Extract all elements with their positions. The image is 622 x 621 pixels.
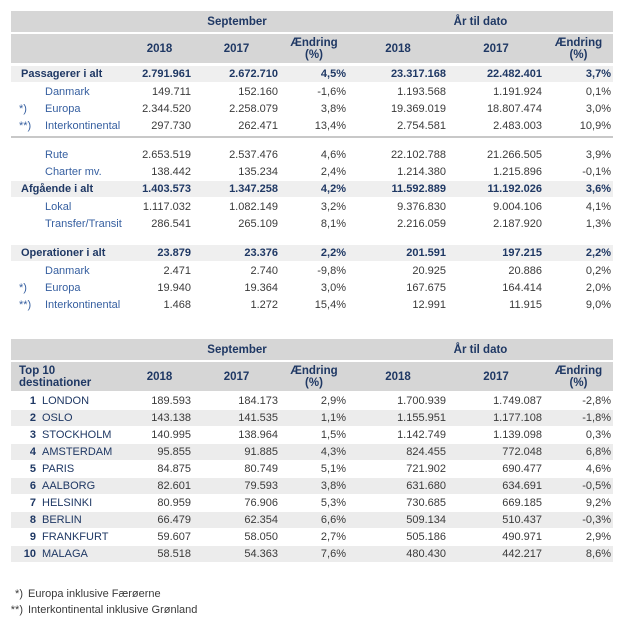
cell-ytd-change: 2,2% xyxy=(544,244,613,262)
traffic-summary-body xyxy=(11,65,613,313)
cell-sep-2017 xyxy=(193,232,280,244)
cell-sep-2017: 54.363 xyxy=(193,546,280,563)
cell-sep-change: 4,6% xyxy=(320,148,346,161)
table-row xyxy=(11,244,613,262)
destination-row xyxy=(11,529,613,546)
destination-rank: 8 xyxy=(29,514,36,526)
cell-sep-change: -1,6% xyxy=(317,85,346,98)
cell-ytd-change: 4,6% xyxy=(544,461,613,478)
cell-sep-2017: 91.885 xyxy=(193,444,280,461)
cell-ytd-change: -1,8% xyxy=(544,410,613,427)
destination-name: MALAGA xyxy=(42,548,88,560)
row-label-cell xyxy=(11,134,126,146)
row-label: Charter mv. xyxy=(45,165,102,178)
cell-ytd-2018: 2.216.059 xyxy=(397,217,446,230)
footnote-text: Interkontinental inklusive Grønland xyxy=(28,604,198,616)
cell-sep-change: 1,5% xyxy=(280,427,348,444)
cell-ytd-2017: 197.215 xyxy=(448,244,544,262)
row-label-cell xyxy=(11,100,126,117)
cell-sep-2017: 135.234 xyxy=(238,165,278,178)
destination-row xyxy=(11,393,613,410)
cell-sep-2017: 23.376 xyxy=(193,244,280,262)
row-label-cell xyxy=(11,180,126,198)
cell-ytd-2017 xyxy=(448,232,544,244)
row-label-cell xyxy=(11,232,126,244)
destination-rank: 10 xyxy=(23,548,36,560)
destination-name: OSLO xyxy=(42,412,73,424)
cell-sep-2018: 140.995 xyxy=(126,427,193,444)
table-row xyxy=(11,117,613,134)
destination-cell xyxy=(11,427,126,444)
cell-ytd-change: 6,8% xyxy=(544,444,613,461)
destination-cell xyxy=(11,512,126,529)
cell-sep-change: 5,1% xyxy=(280,461,348,478)
destination-row xyxy=(11,461,613,478)
cell-sep-2018: 2.791.961 xyxy=(126,65,193,83)
cell-sep-change: 13,4% xyxy=(314,119,346,132)
row-label-cell xyxy=(11,198,126,215)
cell-ytd-2018: 19.369.019 xyxy=(390,102,446,115)
cell-sep-2018 xyxy=(126,134,193,146)
cell-sep-change: 2,9% xyxy=(280,393,348,410)
cell-ytd-2018: 480.430 xyxy=(348,546,448,563)
row-label: Interkontinental xyxy=(45,119,121,132)
footnote-marker: **) xyxy=(19,298,32,311)
destination-rank: 1 xyxy=(29,395,36,407)
row-label-cell xyxy=(11,215,126,232)
row-label: Operationer i alt xyxy=(21,247,106,259)
group-header-ytd: År til dato xyxy=(348,339,613,362)
cell-sep-2018: 1.117.032 xyxy=(142,200,191,213)
cell-sep-2018: 58.518 xyxy=(126,546,193,563)
cell-ytd-change: 1,3% xyxy=(585,217,611,230)
cell-sep-change xyxy=(280,232,348,244)
empty-header-cell xyxy=(11,11,126,34)
destination-name: PARIS xyxy=(42,463,75,475)
destination-rank: 7 xyxy=(29,497,36,509)
col-header-ytd-2017: 2017 xyxy=(448,362,544,393)
empty-header-cell xyxy=(11,34,126,65)
cell-ytd-change: 2,0% xyxy=(585,281,611,294)
destination-rank: 6 xyxy=(29,480,36,492)
cell-sep-2018: 138.442 xyxy=(151,165,191,178)
cell-sep-change xyxy=(280,134,348,146)
destination-name: STOCKHOLM xyxy=(42,429,112,441)
cell-ytd-change: 3,9% xyxy=(585,148,611,161)
cell-sep-2018: 84.875 xyxy=(126,461,193,478)
footnote xyxy=(5,586,622,602)
cell-ytd-2018: 9.376.830 xyxy=(397,200,446,213)
cell-ytd-2018: 1.193.568 xyxy=(397,85,446,98)
cell-ytd-2018: 1.155.951 xyxy=(348,410,448,427)
group-header-september: September xyxy=(126,11,348,34)
destination-rank: 3 xyxy=(29,429,36,441)
cell-ytd-2018: 1.142.749 xyxy=(348,427,448,444)
cell-ytd-2017: 690.477 xyxy=(448,461,544,478)
cell-ytd-2017: 2.187.920 xyxy=(493,217,542,230)
row-label-cell xyxy=(11,65,126,83)
cell-ytd-change: 8,6% xyxy=(544,546,613,563)
table-row xyxy=(11,232,613,244)
cell-ytd-2018: 505.186 xyxy=(348,529,448,546)
col-header-sep-2018: 2018 xyxy=(126,34,193,65)
cell-ytd-2017: 22.482.401 xyxy=(448,65,544,83)
destination-row xyxy=(11,546,613,563)
cell-ytd-2017: 1.139.098 xyxy=(448,427,544,444)
cell-ytd-2017: 11.192.026 xyxy=(448,180,544,198)
row-label-cell xyxy=(11,296,126,313)
cell-sep-2018 xyxy=(126,232,193,244)
row-label: Europa xyxy=(45,102,81,115)
destination-cell xyxy=(11,461,126,478)
row-label: Interkontinental xyxy=(45,298,121,311)
cell-sep-2018: 66.479 xyxy=(126,512,193,529)
cell-ytd-2018: 2.754.581 xyxy=(397,119,446,132)
row-label: Rute xyxy=(45,148,69,161)
cell-sep-2017: 2.258.079 xyxy=(229,102,278,115)
destination-row xyxy=(11,444,613,461)
cell-ytd-2017: 18.807.474 xyxy=(486,102,542,115)
destination-name: AMSTERDAM xyxy=(42,446,113,458)
cell-sep-2018: 23.879 xyxy=(126,244,193,262)
destination-name: AALBORG xyxy=(42,480,96,492)
cell-ytd-2018: 23.317.168 xyxy=(348,65,448,83)
destination-cell xyxy=(11,444,126,461)
table-row xyxy=(11,180,613,198)
cell-sep-2017: 2.740 xyxy=(250,264,278,277)
cell-ytd-2018: 730.685 xyxy=(348,495,448,512)
destination-rank: 4 xyxy=(29,446,36,458)
cell-sep-2018: 1.403.573 xyxy=(126,180,193,198)
cell-sep-2017: 1.347.258 xyxy=(193,180,280,198)
cell-ytd-change: 3,6% xyxy=(544,180,613,198)
col-header-ytd-change: Ændring (%) xyxy=(544,362,613,393)
footnote-marker: **) xyxy=(10,604,23,616)
cell-sep-change: 15,4% xyxy=(314,298,346,311)
cell-sep-2017: 1.272 xyxy=(250,298,278,311)
col-header-sep-2017: 2017 xyxy=(193,34,280,65)
destination-name: BERLIN xyxy=(42,514,82,526)
cell-ytd-change: -0,3% xyxy=(544,512,613,529)
group-header-september: September xyxy=(126,339,348,362)
cell-ytd-change: 9,2% xyxy=(544,495,613,512)
cell-ytd-2017: 21.266.505 xyxy=(486,148,542,161)
cell-sep-change: 1,1% xyxy=(280,410,348,427)
cell-ytd-2017: 2.483.003 xyxy=(493,119,542,132)
top10-body xyxy=(11,393,613,563)
col-header-ytd-2017: 2017 xyxy=(448,34,544,65)
cell-sep-change: 4,5% xyxy=(280,65,348,83)
row-label-cell xyxy=(11,279,126,296)
table-row xyxy=(11,163,613,180)
cell-sep-change: 3,0% xyxy=(320,281,346,294)
table-row xyxy=(11,262,613,279)
footnote-marker: **) xyxy=(19,119,32,132)
cell-ytd-2018: 201.591 xyxy=(348,244,448,262)
cell-ytd-change: 9,0% xyxy=(585,298,611,311)
cell-sep-2018: 149.711 xyxy=(152,85,191,98)
cell-ytd-2018: 1.214.380 xyxy=(397,165,446,178)
cell-ytd-2017: 634.691 xyxy=(448,478,544,495)
cell-ytd-change: 0,2% xyxy=(585,264,611,277)
top10-destinations-table xyxy=(11,339,613,563)
destination-name: HELSINKI xyxy=(42,497,93,509)
col-header-ytd-2018: 2018 xyxy=(348,362,448,393)
table-row xyxy=(11,83,613,100)
cell-sep-2018: 189.593 xyxy=(126,393,193,410)
top10-title-cell: Top 10 destinationer xyxy=(11,362,126,393)
cell-ytd-2018: 22.102.788 xyxy=(390,148,446,161)
cell-sep-2017: 141.535 xyxy=(193,410,280,427)
cell-sep-2017 xyxy=(193,134,280,146)
cell-ytd-2017: 1.191.924 xyxy=(493,85,542,98)
cell-sep-2017: 2.537.476 xyxy=(229,148,278,161)
traffic-summary-table xyxy=(11,11,613,313)
top10-header xyxy=(11,339,613,393)
row-label-cell xyxy=(11,163,126,180)
destination-cell xyxy=(11,495,126,512)
cell-ytd-2018 xyxy=(348,134,448,146)
cell-ytd-2017: 164.414 xyxy=(502,281,542,294)
row-label: Europa xyxy=(45,281,81,294)
cell-sep-change: 2,7% xyxy=(280,529,348,546)
cell-ytd-2018: 12.991 xyxy=(412,298,446,311)
group-header-ytd: År til dato xyxy=(348,11,613,34)
destination-row xyxy=(11,495,613,512)
cell-ytd-2017: 9.004.106 xyxy=(493,200,542,213)
cell-ytd-2018: 721.902 xyxy=(348,461,448,478)
cell-ytd-change xyxy=(544,232,613,244)
row-label: Danmark xyxy=(45,85,90,98)
cell-ytd-2017: 11.915 xyxy=(509,298,542,311)
cell-ytd-2018: 167.675 xyxy=(406,281,446,294)
destination-cell xyxy=(11,478,126,495)
destination-name: LONDON xyxy=(42,395,90,407)
cell-ytd-change: 10,9% xyxy=(579,119,611,132)
destination-row xyxy=(11,427,613,444)
footnote xyxy=(5,602,622,618)
table-row xyxy=(11,198,613,215)
col-header-sep-change: Ændring (%) xyxy=(280,34,348,65)
cell-sep-2018: 95.855 xyxy=(126,444,193,461)
cell-ytd-2018: 824.455 xyxy=(348,444,448,461)
cell-sep-2017: 152.160 xyxy=(238,85,278,98)
cell-sep-2018: 80.959 xyxy=(126,495,193,512)
cell-ytd-2018: 11.592.889 xyxy=(348,180,448,198)
cell-ytd-2018: 631.680 xyxy=(348,478,448,495)
footnote-marker: *) xyxy=(15,588,23,600)
cell-sep-2017: 80.749 xyxy=(193,461,280,478)
cell-sep-2018: 297.730 xyxy=(151,119,191,132)
col-header-ytd-2018: 2018 xyxy=(348,34,448,65)
cell-sep-2017: 76.906 xyxy=(193,495,280,512)
cell-ytd-2017: 1.177.108 xyxy=(448,410,544,427)
footnote-marker: *) xyxy=(19,281,27,294)
cell-ytd-2017: 1.749.087 xyxy=(448,393,544,410)
destination-rank: 9 xyxy=(29,531,36,543)
cell-ytd-change: 2,9% xyxy=(544,529,613,546)
row-label: Danmark xyxy=(45,264,90,277)
cell-ytd-change: -0,5% xyxy=(544,478,613,495)
row-label: Transfer/Transit xyxy=(45,217,122,230)
cell-sep-change: 4,3% xyxy=(280,444,348,461)
table-row xyxy=(11,215,613,232)
cell-sep-2017: 2.672.710 xyxy=(193,65,280,83)
cell-sep-2017: 19.364 xyxy=(244,281,278,294)
cell-ytd-change: 0,3% xyxy=(544,427,613,444)
cell-ytd-change: -0,1% xyxy=(582,165,611,178)
table-row xyxy=(11,65,613,83)
col-header-ytd-change: Ændring (%) xyxy=(544,34,613,65)
cell-sep-change: 6,6% xyxy=(280,512,348,529)
cell-ytd-2017: 442.217 xyxy=(448,546,544,563)
cell-sep-2017: 58.050 xyxy=(193,529,280,546)
cell-ytd-2017: 20.886 xyxy=(508,264,542,277)
table-row xyxy=(11,296,613,313)
cell-ytd-2017: 1.215.896 xyxy=(493,165,542,178)
table-gap xyxy=(0,313,622,339)
cell-ytd-2018: 20.925 xyxy=(412,264,446,277)
cell-sep-change: 3,8% xyxy=(320,102,346,115)
table-row xyxy=(11,146,613,163)
row-label-cell xyxy=(11,146,126,163)
col-header-sep-change: Ændring (%) xyxy=(280,362,348,393)
cell-sep-2018: 143.138 xyxy=(126,410,193,427)
destination-rank: 2 xyxy=(29,412,36,424)
destination-cell xyxy=(11,393,126,410)
cell-sep-change: 2,2% xyxy=(280,244,348,262)
cell-sep-2018: 19.940 xyxy=(157,281,191,294)
col-header-sep-2017: 2017 xyxy=(193,362,280,393)
destination-name: FRANKFURT xyxy=(42,531,109,543)
cell-sep-change: 3,2% xyxy=(320,200,346,213)
cell-sep-2018: 1.468 xyxy=(163,298,191,311)
cell-ytd-change: 4,1% xyxy=(585,200,611,213)
cell-sep-2018: 82.601 xyxy=(126,478,193,495)
cell-ytd-2018 xyxy=(348,232,448,244)
destination-row xyxy=(11,512,613,529)
cell-sep-2018: 2.471 xyxy=(163,264,191,277)
destination-row xyxy=(11,410,613,427)
cell-sep-change: -9,8% xyxy=(317,264,346,277)
col-header-sep-2018: 2018 xyxy=(126,362,193,393)
destination-rank: 5 xyxy=(29,463,36,475)
footnote-marker: *) xyxy=(19,102,27,115)
cell-ytd-change: -2,8% xyxy=(544,393,613,410)
row-label: Passagerer i alt xyxy=(21,68,103,80)
footnote-text: Europa inklusive Færøerne xyxy=(28,588,161,600)
cell-sep-2018: 59.607 xyxy=(126,529,193,546)
cell-ytd-change: 3,7% xyxy=(544,65,613,83)
cell-ytd-change: 3,0% xyxy=(585,102,611,115)
cell-ytd-2017 xyxy=(448,134,544,146)
cell-sep-2017: 184.173 xyxy=(193,393,280,410)
cell-ytd-2018: 509.134 xyxy=(348,512,448,529)
row-label: Afgående i alt xyxy=(21,183,94,195)
cell-sep-2017: 62.354 xyxy=(193,512,280,529)
cell-sep-change: 4,2% xyxy=(280,180,348,198)
table-row xyxy=(11,134,613,146)
row-label-cell xyxy=(11,262,126,279)
row-label-cell xyxy=(11,244,126,262)
cell-sep-2017: 79.593 xyxy=(193,478,280,495)
cell-ytd-2017: 510.437 xyxy=(448,512,544,529)
cell-sep-2018: 2.344.520 xyxy=(142,102,191,115)
footnotes xyxy=(5,586,622,618)
row-label-cell xyxy=(11,83,126,100)
cell-ytd-change xyxy=(544,134,613,146)
cell-sep-2018: 286.541 xyxy=(151,217,191,230)
cell-sep-2017: 138.964 xyxy=(193,427,280,444)
cell-ytd-2017: 772.048 xyxy=(448,444,544,461)
destination-cell xyxy=(11,410,126,427)
cell-ytd-2017: 490.971 xyxy=(448,529,544,546)
cell-ytd-2017: 669.185 xyxy=(448,495,544,512)
cell-sep-2018: 2.653.519 xyxy=(142,148,191,161)
destination-cell xyxy=(11,546,126,563)
row-label: Lokal xyxy=(45,200,72,213)
cell-sep-change: 8,1% xyxy=(320,217,346,230)
cell-sep-change: 3,8% xyxy=(280,478,348,495)
table-row xyxy=(11,279,613,296)
cell-ytd-2018: 1.700.939 xyxy=(348,393,448,410)
empty-header-cell xyxy=(11,339,126,362)
destination-row xyxy=(11,478,613,495)
cell-sep-change: 7,6% xyxy=(280,546,348,563)
cell-sep-change: 2,4% xyxy=(320,165,346,178)
cell-ytd-change: 0,1% xyxy=(585,85,611,98)
cell-sep-2017: 1.082.149 xyxy=(229,200,278,213)
row-label-cell xyxy=(11,117,126,134)
cell-sep-2017: 262.471 xyxy=(238,119,278,132)
cell-sep-change: 5,3% xyxy=(280,495,348,512)
traffic-summary-header xyxy=(11,11,613,65)
table-row xyxy=(11,100,613,117)
destination-cell xyxy=(11,529,126,546)
cell-sep-2017: 265.109 xyxy=(238,217,278,230)
